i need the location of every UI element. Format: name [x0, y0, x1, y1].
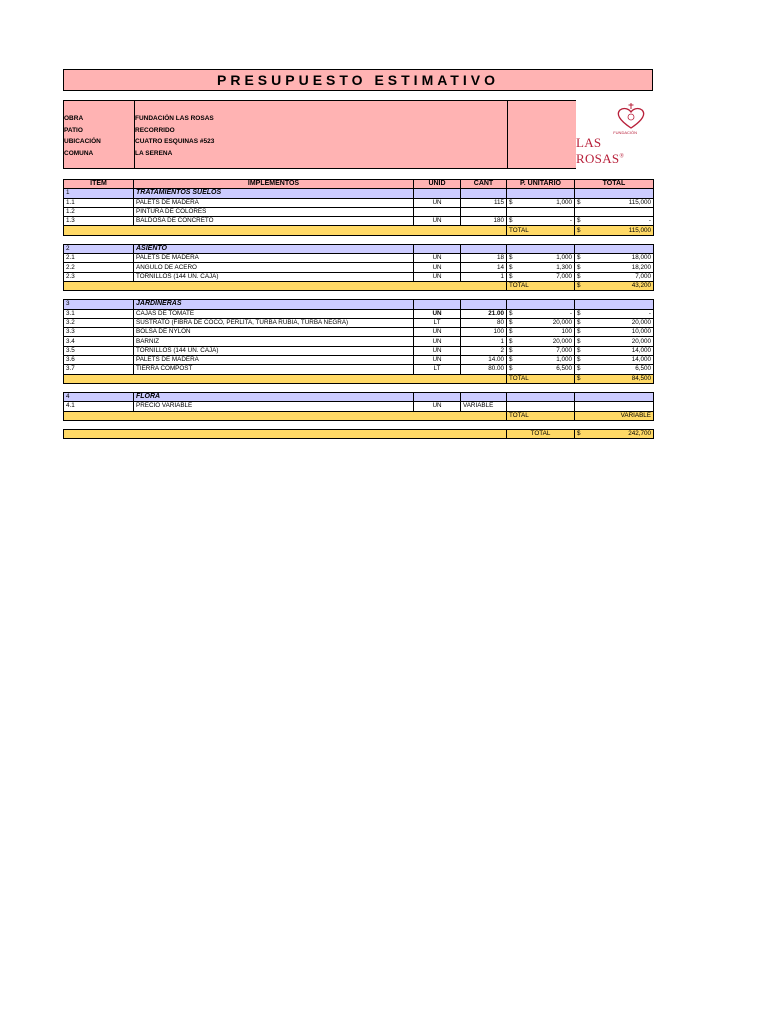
table-row	[64, 337, 654, 346]
item-unit: UN	[414, 198, 461, 207]
grand-total-label: TOTAL	[507, 429, 575, 438]
item-description: BOLSA DE NYLON	[134, 328, 414, 337]
section-name: FLORA	[134, 392, 414, 401]
section-number: 4	[64, 392, 134, 401]
section-empty-cell	[507, 392, 575, 401]
item-total-value: 115,000	[628, 198, 651, 206]
item-number: 3.4	[64, 337, 134, 346]
item-total	[575, 207, 654, 216]
section-total-value: VARIABLE	[575, 411, 654, 420]
section-total-value	[575, 374, 654, 383]
table-row	[64, 318, 654, 327]
item-quantity: VARIABLE	[461, 402, 507, 411]
section-total-label: TOTAL	[507, 374, 575, 383]
table-row	[64, 207, 654, 216]
currency-symbol: $	[509, 217, 513, 225]
info-values	[135, 101, 508, 168]
item-total	[575, 328, 654, 337]
item-number: 3.5	[64, 346, 134, 355]
item-number: 2.1	[64, 254, 134, 263]
table-row	[64, 328, 654, 337]
currency-symbol: $	[577, 356, 581, 364]
item-unit: UN	[414, 263, 461, 272]
item-unit-price-value: 6,500	[556, 365, 572, 373]
section-total-value	[575, 226, 654, 235]
item-number: 1.1	[64, 198, 134, 207]
item-unit: LT	[414, 365, 461, 374]
budget-sheet	[63, 69, 653, 439]
item-total-value: 20,000	[631, 319, 651, 326]
item-unit-price-value: 1,000	[556, 198, 572, 206]
item-total-value: 20,000	[631, 337, 651, 345]
section-total-value	[575, 281, 654, 290]
item-unit: UN	[414, 254, 461, 263]
section-header	[64, 189, 654, 198]
info-label-ubicacion: UBICACIÓN	[64, 138, 101, 145]
section-name: TRATAMIENTOS SUELOS	[134, 189, 414, 198]
item-unit-price	[507, 318, 575, 327]
column-header: UNID	[414, 180, 461, 189]
info-value-patio: RECORRIDO	[135, 126, 175, 134]
item-total-value: -	[648, 309, 651, 317]
item-total-value: 18,000	[631, 254, 651, 262]
item-total	[575, 356, 654, 365]
item-total-value: 6,500	[635, 365, 651, 373]
currency-symbol: $	[509, 365, 513, 373]
grand-total-row	[64, 429, 654, 438]
currency-symbol: $	[509, 272, 513, 280]
table-header	[64, 180, 654, 189]
column-header: CANT	[461, 180, 507, 189]
item-unit-price	[507, 365, 575, 374]
item-total	[575, 365, 654, 374]
item-description: TORNILLOS (144 UN. CAJA)	[134, 272, 414, 281]
section-total-spacer	[64, 411, 507, 420]
item-description: BARNIZ	[134, 337, 414, 346]
item-quantity: 21.00	[461, 309, 507, 318]
item-description: PALETS DE MADERA	[134, 198, 414, 207]
item-quantity: 1	[461, 272, 507, 281]
item-total	[575, 263, 654, 272]
item-unit: UN	[414, 346, 461, 355]
table-row	[64, 346, 654, 355]
table-row	[64, 402, 654, 411]
heart-cross-icon	[611, 102, 651, 130]
section-empty-cell	[414, 300, 461, 309]
grand-total-spacer	[64, 420, 654, 429]
info-spacer	[508, 101, 576, 168]
section-total-label: TOTAL	[507, 226, 575, 235]
item-quantity: 100	[461, 328, 507, 337]
currency-symbol: $	[577, 254, 581, 262]
section-spacer	[64, 235, 654, 244]
item-number: 1.3	[64, 217, 134, 226]
currency-symbol: $	[509, 263, 513, 271]
section-spacer	[64, 291, 654, 300]
section-name: JARDINERAS	[134, 300, 414, 309]
column-header: ITEM	[64, 180, 134, 189]
item-total	[575, 309, 654, 318]
item-total	[575, 254, 654, 263]
grand-total-value	[575, 429, 654, 438]
item-unit-price-value: 1,300	[556, 263, 572, 271]
item-description: PALETS DE MADERA	[134, 254, 414, 263]
table-row	[64, 254, 654, 263]
item-quantity: 180	[461, 217, 507, 226]
item-total	[575, 337, 654, 346]
item-unit-price	[507, 263, 575, 272]
project-info	[63, 100, 653, 169]
item-description: PALETS DE MADERA	[134, 356, 414, 365]
item-number: 3.6	[64, 356, 134, 365]
section-total-spacer	[64, 226, 507, 235]
item-description: PRECIO VARIABLE	[134, 402, 414, 411]
item-quantity: 115	[461, 198, 507, 207]
item-unit-price	[507, 198, 575, 207]
item-unit-price	[507, 337, 575, 346]
section-number: 1	[64, 189, 134, 198]
item-number: 3.7	[64, 365, 134, 374]
item-description: TIERRA COMPOST	[134, 365, 414, 374]
section-total-value-value: 84,500	[631, 374, 651, 382]
item-unit: UN	[414, 402, 461, 411]
info-label-obra: OBRA	[64, 115, 84, 122]
item-quantity: 80.00	[461, 365, 507, 374]
item-total	[575, 318, 654, 327]
item-quantity	[461, 207, 507, 216]
section-total-row	[64, 374, 654, 383]
table-row	[64, 356, 654, 365]
item-total-value: 7,000	[635, 272, 651, 280]
section-empty-cell	[575, 300, 654, 309]
item-unit-price-value: 100	[561, 328, 572, 336]
currency-symbol: $	[577, 263, 581, 271]
item-quantity: 14.00	[461, 356, 507, 365]
column-header: IMPLEMENTOS	[134, 180, 414, 189]
currency-symbol: $	[577, 346, 581, 354]
section-spacer	[64, 383, 654, 392]
section-total-row	[64, 411, 654, 420]
section-empty-cell	[575, 392, 654, 401]
section-header	[64, 300, 654, 309]
item-unit: UN	[414, 272, 461, 281]
grand-total-value-value: 242,700	[628, 429, 651, 437]
currency-symbol: $	[577, 374, 581, 382]
currency-symbol: $	[577, 328, 581, 336]
item-unit-price-value: 1,000	[556, 254, 572, 262]
item-unit-price-value: 20,000	[552, 319, 572, 326]
table-row	[64, 198, 654, 207]
info-label-comuna: COMUNA	[64, 149, 94, 157]
section-total-row	[64, 281, 654, 290]
item-unit-price-value: 7,000	[556, 272, 572, 280]
section-total-label: TOTAL	[507, 411, 575, 420]
table-row	[64, 365, 654, 374]
table-row	[64, 272, 654, 281]
section-name: ASIENTO	[134, 244, 414, 253]
info-labels	[64, 101, 135, 168]
item-unit-price	[507, 402, 575, 411]
item-unit-price	[507, 346, 575, 355]
item-total	[575, 198, 654, 207]
item-description: ANGULO DE ACERO	[134, 263, 414, 272]
currency-symbol: $	[509, 319, 513, 326]
item-total-value: 14,000	[631, 356, 651, 364]
item-description: TORNILLOS (144 UN. CAJA)	[134, 346, 414, 355]
item-unit-price	[507, 272, 575, 281]
item-unit-price-value: -	[569, 217, 572, 225]
item-unit-price	[507, 217, 575, 226]
item-total-value: 10,000	[631, 328, 651, 336]
currency-symbol: $	[509, 254, 513, 262]
item-unit-price-value: 20,000	[552, 337, 572, 345]
section-empty-cell	[461, 244, 507, 253]
section-empty-cell	[507, 189, 575, 198]
section-empty-cell	[414, 392, 461, 401]
section-empty-cell	[414, 244, 461, 253]
las-rosas-logo	[576, 100, 653, 169]
item-unit: UN	[414, 309, 461, 318]
section-empty-cell	[575, 244, 654, 253]
item-unit: UN	[414, 356, 461, 365]
item-unit-price	[507, 328, 575, 337]
currency-symbol: $	[509, 337, 513, 345]
item-number: 4.1	[64, 402, 134, 411]
currency-symbol: $	[577, 337, 581, 345]
item-number: 3.2	[64, 318, 134, 327]
item-total	[575, 217, 654, 226]
table-row	[64, 309, 654, 318]
section-empty-cell	[507, 300, 575, 309]
currency-symbol: $	[577, 309, 581, 317]
table-row	[64, 217, 654, 226]
currency-symbol: $	[577, 226, 581, 234]
section-total-value-value: 43,200	[631, 282, 651, 290]
section-number: 2	[64, 244, 134, 253]
grand-total-spacer-cell	[64, 429, 507, 438]
currency-symbol: $	[577, 365, 581, 373]
info-value-obra: FUNDACIÓN LAS ROSAS	[135, 115, 214, 122]
section-empty-cell	[575, 189, 654, 198]
currency-symbol: $	[509, 328, 513, 336]
item-total	[575, 346, 654, 355]
item-unit: UN	[414, 328, 461, 337]
item-number: 3.3	[64, 328, 134, 337]
currency-symbol: $	[509, 309, 513, 317]
item-unit: UN	[414, 337, 461, 346]
item-total-value: 14,000	[631, 346, 651, 354]
item-number: 1.2	[64, 207, 134, 216]
section-total-row	[64, 226, 654, 235]
item-description: PINTURA DE COLORES	[134, 207, 414, 216]
item-unit: LT	[414, 318, 461, 327]
section-total-label: TOTAL	[507, 281, 575, 290]
column-header: TOTAL	[575, 180, 654, 189]
item-quantity: 14	[461, 263, 507, 272]
section-total-spacer	[64, 374, 507, 383]
item-unit: UN	[414, 217, 461, 226]
column-header: P. UNITARIO	[507, 180, 575, 189]
item-description: SUSTRATO (FIBRA DE COCO, PERLITA, TURBA RUBIA, TURBA NEGRA)	[134, 318, 414, 327]
project-info-box	[63, 100, 576, 169]
item-unit-price	[507, 207, 575, 216]
section-empty-cell	[461, 189, 507, 198]
section-total-spacer	[64, 281, 507, 290]
section-total-value-value: 115,000	[628, 226, 651, 234]
page-title: PRESUPUESTO ESTIMATIVO	[63, 69, 653, 91]
currency-symbol: $	[577, 272, 581, 280]
item-number: 2.3	[64, 272, 134, 281]
currency-symbol: $	[577, 198, 581, 206]
section-empty-cell	[461, 300, 507, 309]
item-quantity: 1	[461, 337, 507, 346]
item-unit-price-value: 7,000	[556, 346, 572, 354]
item-unit-price-value: -	[569, 309, 572, 317]
section-empty-cell	[461, 392, 507, 401]
budget-table	[63, 179, 654, 439]
currency-symbol: $	[509, 346, 513, 354]
info-value-comuna: LA SERENA	[135, 149, 173, 157]
item-quantity: 18	[461, 254, 507, 263]
table-row	[64, 263, 654, 272]
section-number: 3	[64, 300, 134, 309]
item-number: 2.2	[64, 263, 134, 272]
item-quantity: 80	[461, 318, 507, 327]
item-number: 3.1	[64, 309, 134, 318]
item-unit-price-value: 1,000	[556, 356, 572, 364]
currency-symbol: $	[509, 356, 513, 364]
section-empty-cell	[507, 244, 575, 253]
item-unit-price	[507, 356, 575, 365]
info-label-patio: PATIO	[64, 126, 83, 134]
item-description: BALDOSA DE CONCRETO	[134, 217, 414, 226]
currency-symbol: $	[577, 319, 581, 326]
item-quantity: 2	[461, 346, 507, 355]
section-empty-cell	[414, 189, 461, 198]
item-total-value: -	[648, 217, 651, 225]
item-unit-price	[507, 309, 575, 318]
section-header	[64, 244, 654, 253]
logo-name: LAS ROSAS®	[576, 135, 625, 166]
currency-symbol: $	[577, 217, 581, 225]
item-unit-price	[507, 254, 575, 263]
item-unit	[414, 207, 461, 216]
currency-symbol: $	[577, 429, 581, 437]
item-total	[575, 272, 654, 281]
item-total	[575, 402, 654, 411]
currency-symbol: $	[577, 282, 581, 290]
info-value-ubicacion: CUATRO ESQUINAS #523	[135, 138, 215, 145]
section-header	[64, 392, 654, 401]
currency-symbol: $	[509, 198, 513, 206]
logo-subtitle: FUNDACIÓN	[613, 130, 637, 135]
item-description: CAJAS DE TOMATE	[134, 309, 414, 318]
item-total-value: 18,200	[631, 263, 651, 271]
